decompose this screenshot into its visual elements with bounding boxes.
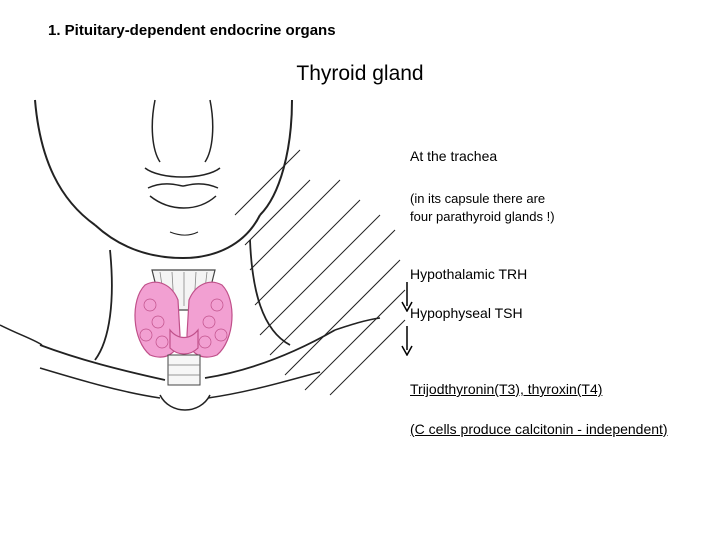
- shoulder-left: [0, 325, 42, 345]
- neck-left: [95, 250, 112, 360]
- hatch-lines: [235, 150, 405, 395]
- page-title: Thyroid gland: [296, 62, 424, 85]
- neck-thyroid-illustration: [0, 95, 410, 440]
- chin-dimple: [170, 232, 198, 235]
- sternum: [160, 395, 210, 410]
- location-text: At the trachea: [410, 148, 498, 164]
- hypophyseal-label: Hypophyseal TSH: [410, 305, 523, 321]
- trachea: [168, 355, 200, 385]
- nose-left: [152, 100, 160, 162]
- hair-right: [260, 100, 292, 215]
- clavicle-right-lower: [208, 372, 320, 398]
- lower-lip: [150, 196, 216, 208]
- nose-right: [205, 100, 213, 162]
- hypothalamic-label: Hypothalamic TRH: [410, 266, 528, 282]
- neck-right: [250, 240, 290, 345]
- hair-left: [35, 100, 95, 225]
- capsule-note-line2: four parathyroid glands !): [410, 209, 555, 224]
- chin: [95, 215, 260, 258]
- nose-base: [145, 168, 220, 177]
- shoulder-right: [335, 318, 380, 330]
- arrow-down-icon: [400, 326, 414, 356]
- hormones-label: Trijodthyronin(T3), thyroxin(T4): [410, 381, 603, 397]
- clavicle-left-lower: [40, 368, 160, 398]
- capsule-note-line1: (in its capsule there are: [410, 191, 546, 206]
- c-cells-note: (C cells produce calcitonin - independent): [410, 421, 668, 437]
- section-title: 1. Pituitary-dependent endocrine organs: [48, 22, 336, 39]
- upper-lip: [148, 184, 218, 188]
